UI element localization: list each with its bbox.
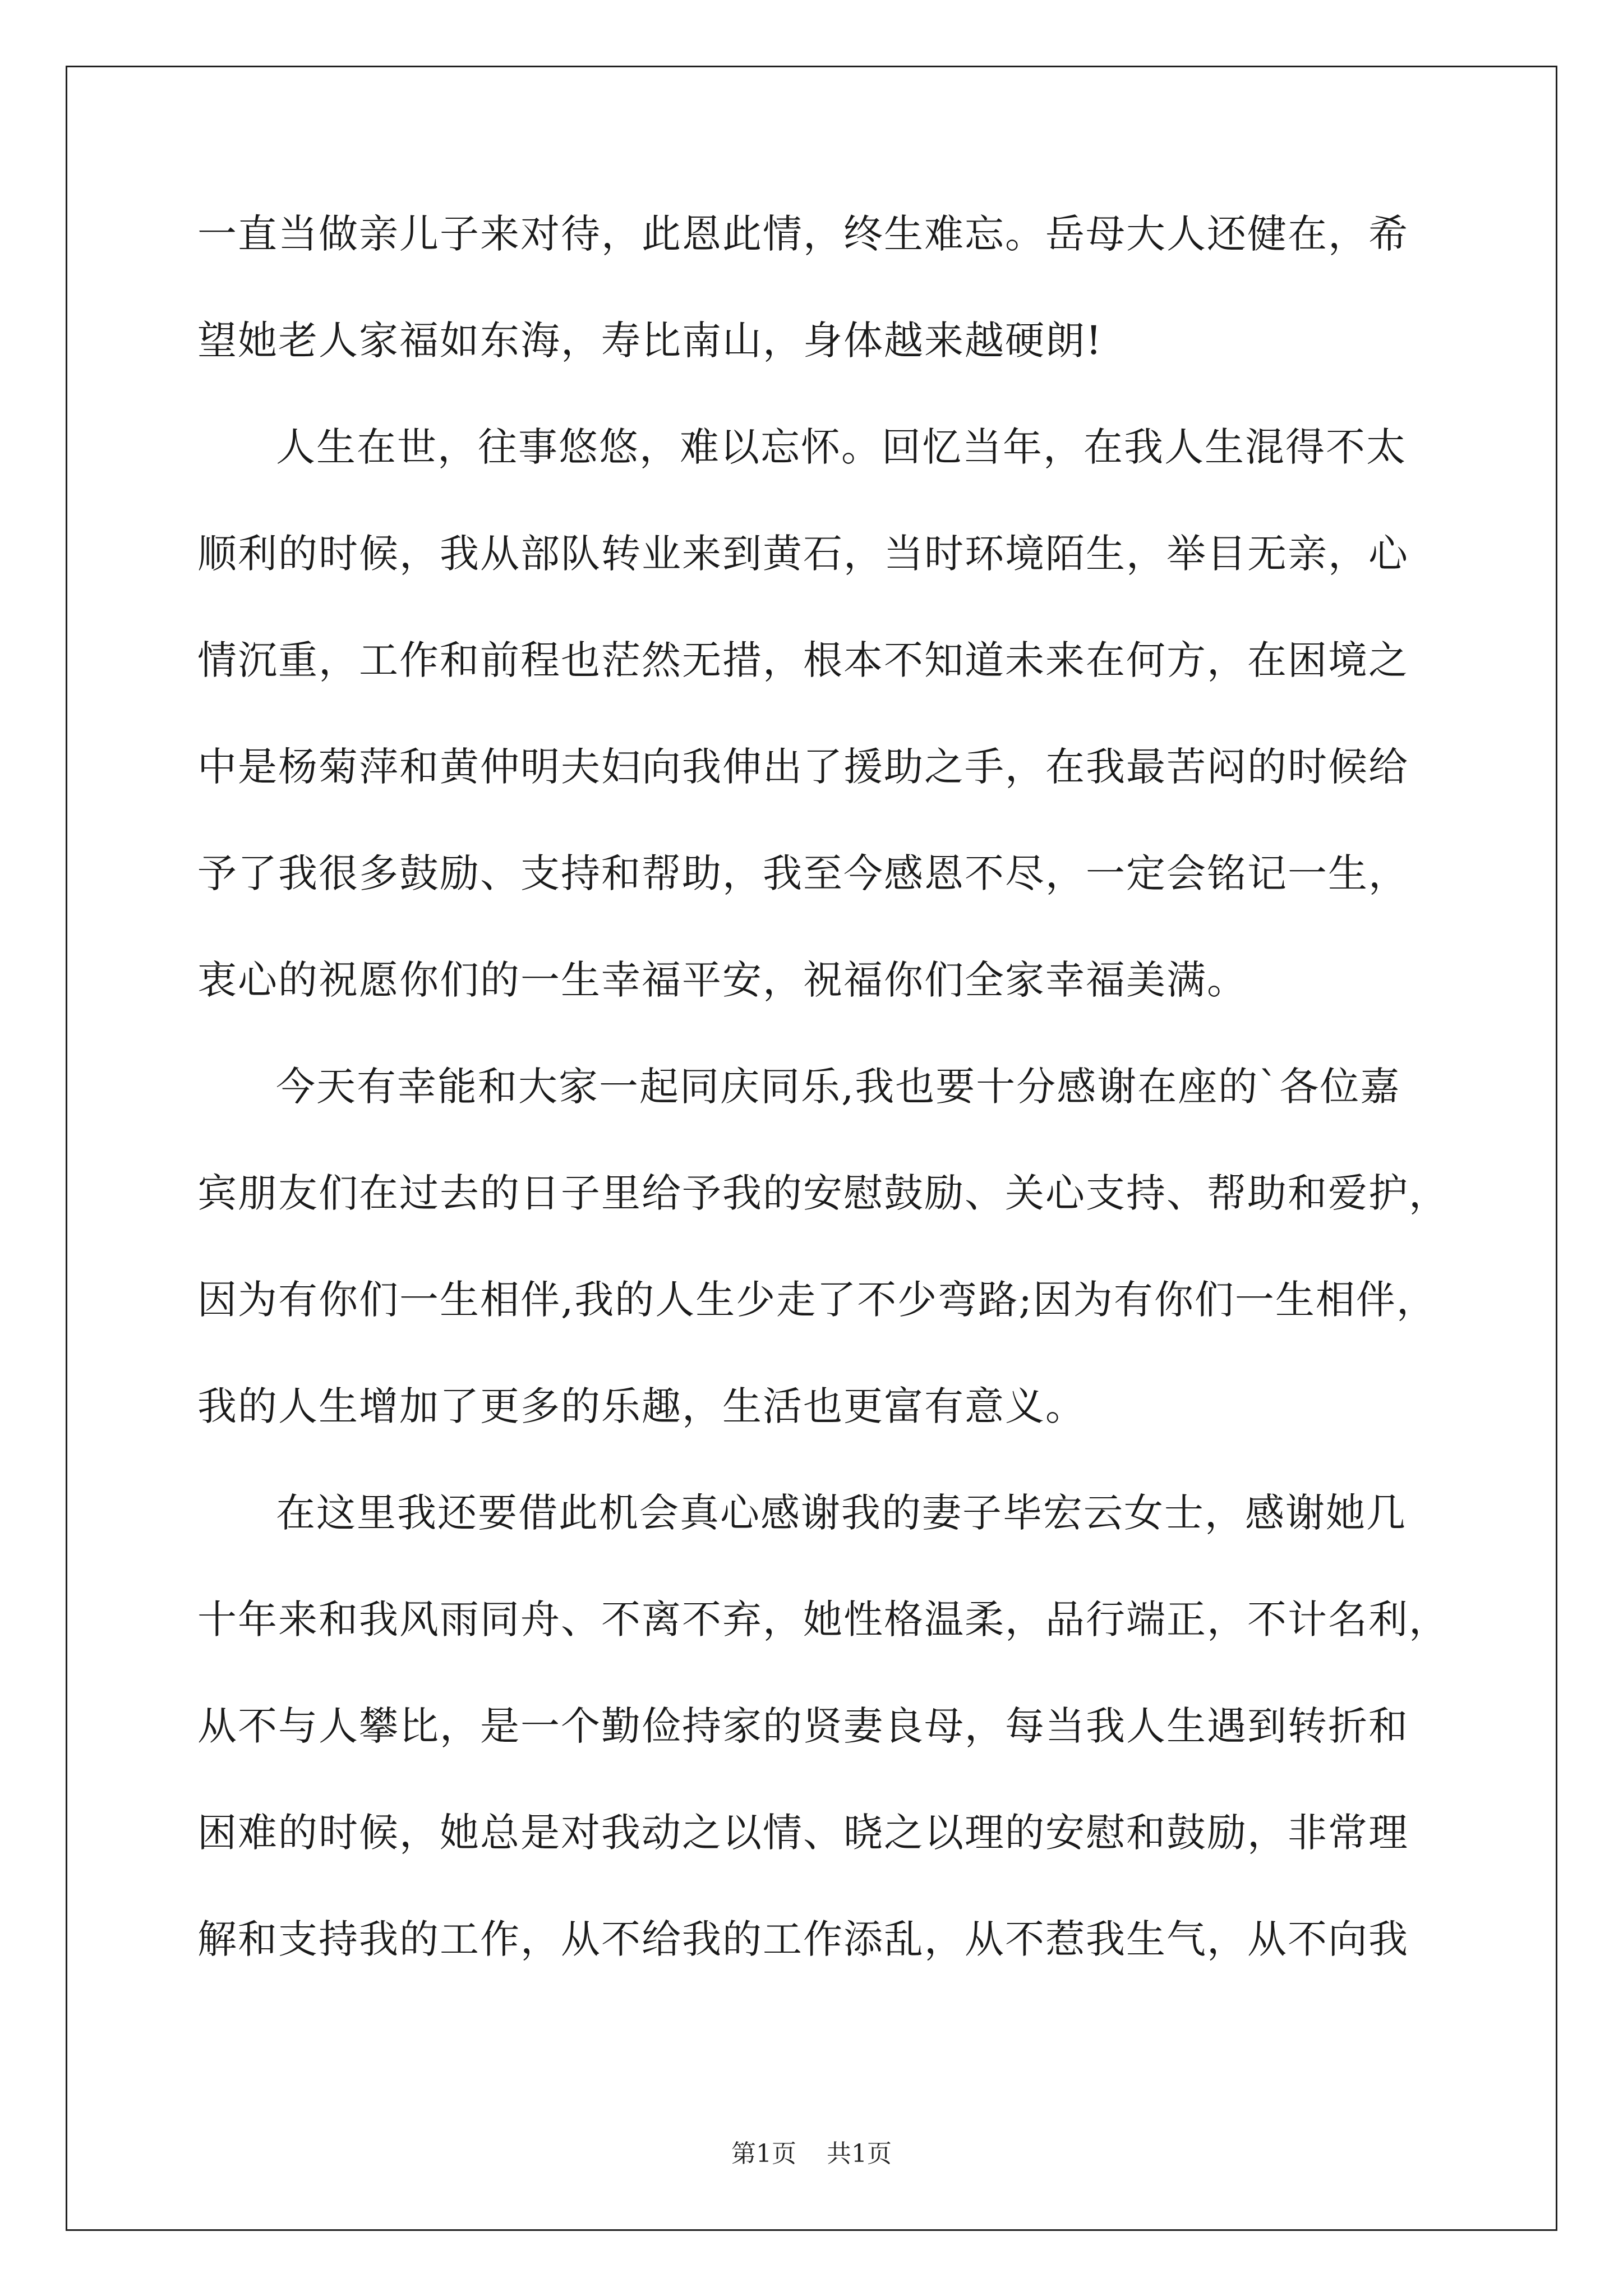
text-line: 困难的时候，她总是对我动之以情、晓之以理的安慰和鼓励，非常理: [197, 1810, 1409, 1856]
page-footer: [0, 2137, 1623, 2171]
text-line: 从不与人攀比，是一个勤俭持家的贤妻良母，每当我人生遇到转折和: [197, 1703, 1409, 1749]
text-line: 我的人生增加了更多的乐趣，生活也更富有意义。: [197, 1383, 1086, 1429]
text-line: 人生在世，往事悠悠，难以忘怀。回忆当年，在我人生混得不太: [276, 424, 1407, 470]
text-line: 顺利的时候，我从部队转业来到黄石，当时环境陌生，举目无亲，心: [197, 531, 1409, 577]
text-line: 解和支持我的工作，从不给我的工作添乱，从不惹我生气，从不向我: [197, 1916, 1409, 1962]
text-line: 今天有幸能和大家一起同庆同乐,我也要十分感谢在座的`各位嘉: [276, 1064, 1401, 1110]
text-line: 一直当做亲儿子来对待，此恩此情，终生难忘。岳母大人还健在，希: [197, 211, 1409, 257]
text-line: 中是杨菊萍和黄仲明夫妇向我伸出了援助之手，在我最苦闷的时候给: [197, 744, 1409, 790]
document-body: [197, 208, 1449, 2019]
text-line: 情沉重，工作和前程也茫然无措，根本不知道未来在何方，在困境之: [197, 637, 1409, 683]
text-line: 望她老人家福如东海，寿比南山，身体越来越硬朗!: [197, 318, 1103, 364]
page-total: 共1页: [827, 2139, 892, 2168]
page-number: 第1页: [731, 2139, 796, 2168]
text-line: 衷心的祝愿你们的一生幸福平安，祝福你们全家幸福美满。: [197, 957, 1247, 1003]
text-line: 予了我很多鼓励、支持和帮助，我至今感恩不尽，一定会铭记一生，: [197, 850, 1409, 896]
text-line: 十年来和我风雨同舟、不离不弃，她性格温柔，品行端正，不计名利，: [197, 1596, 1449, 1642]
text-line: 在这里我还要借此机会真心感谢我的妻子毕宏云女士，感谢她几: [276, 1490, 1407, 1536]
text-line: 宾朋友们在过去的日子里给予我的安慰鼓励、关心支持、帮助和爱护，: [197, 1170, 1449, 1216]
text-line: 因为有你们一生相伴,我的人生少走了不少弯路;因为有你们一生相伴，: [197, 1277, 1437, 1323]
